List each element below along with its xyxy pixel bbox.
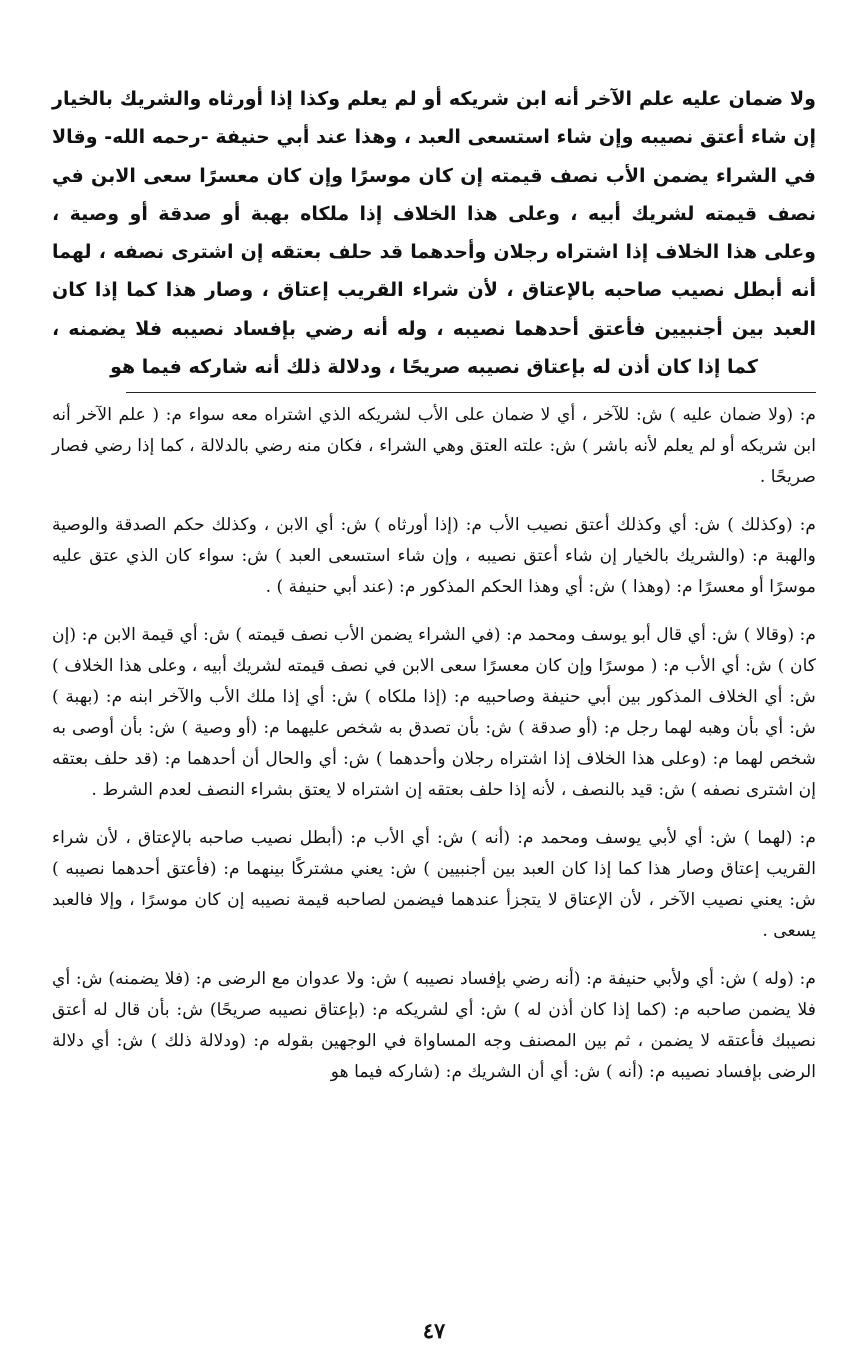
commentary-section — [52, 400, 816, 1105]
main-text-block: ولا ضمان عليه علم الآخر أنه ابن شريكه أو لم يعلم وكذا إذا أورثاه والشريك بالخيار إن شاء أعتق نصيبه وإن شاء استسعى العبد ، وهذا عند أبي حنيفة -رحمه الله- وقالا في الشراء يضمن الأب نصف قيمته إن كان موسرًا وإن كان معسرًا سعى الابن في نصف قيمته لشريك أبيه ، وعلى هذا الخلاف إذا ملكاه بهبة أو صدقة أو وصية ، وعلى هذا الخلاف إذا اشتراه رجلان وأحدهما قد حلف بعتقه إن اشترى نصفه ، لهما أنه أبطل نصيب صاحبه بالإعتاق ، لأن شراء القريب إعتاق ، وصار هذا كما إذا كان العبد بين أجنبيين فأعتق أحدهما نصيبه ، وله أنه رضي بإفساد نصيبه فلا يضمنه ، كما إذا كان أذن له بإعتاق نصيبه صريحًا ، ودلالة ذلك أنه شاركه فيما هو — [52, 88, 816, 379]
commentary-paragraph: م: (وله ) ش: أي ولأبي حنيفة م: (أنه رضي بإفساد نصيبه ) ش: ولا عدوان مع الرضى م: (فلا يضمنه) ش: أي فلا يضمن صاحبه م: (كما إذا كان أذن له ) ش: أي لشريكه م: (بإعتاق نصيبه صريحًا) ش: بأن قال له أعتق نصيبك فأعتقه لا يضمن ، ثم بين المصنف وجه المساواة في الوجهين بقوله م: (ودلالة ذلك ) ش: أي دلالة الرضى بإفساد نصيبه م: (أنه ) ش: أي أن الشريك م: (شاركه فيما هو — [52, 969, 816, 1082]
page-number: ٤٧ — [422, 1318, 446, 1343]
commentary-paragraph: م: (ولا ضمان عليه ) ش: للآخر ، أي لا ضمان على الأب لشريكه الذي اشتراه معه سواء م: ( علم الآخر أنه ابن شريكه أو لم يعلم لأنه باشر ) ش: علته العتق وهي الشراء ، فكان منه رضي بالدلالة ، كما إذا رضي فصار صريحًا . — [52, 405, 816, 487]
footnote-divider — [126, 392, 816, 393]
commentary-paragraph: م: (وكذلك ) ش: أي وكذلك أعتق نصيب الأب م: (إذا أورثاه ) ش: أي الابن ، وكذلك حكم الصدقة والوصية والهبة م: (والشريك بالخيار إن شاء أعتق نصيبه ، وإن شاء استسعى العبد ) ش: سواء كان الذي عتق عليه موسرًا أو معسرًا م: (وهذا ) ش: أي وهذا الحكم المذكور م: (عند أبي حنيفة ) . — [52, 515, 816, 597]
commentary-paragraph: م: (لهما ) ش: أي لأبي يوسف ومحمد م: (أنه ) ش: أي الأب م: (أبطل نصيب صاحبه بالإعتاق ، لأن شراء القريب إعتاق وصار هذا كما إذا كان العبد بين أجنبيين ) ش: يعني مشتركًا بينهما م: (فأعتق أحدهما نصيبه ) ش: يعني نصيب الآخر ، لأن الإعتاق لا يتجزأ عندهما فيضمن لصاحبه قيمة نصيبه إن كان موسرًا ، وإلا فالعبد يسعى . — [52, 828, 816, 941]
commentary-paragraph: م: (وقالا ) ش: أي قال أبو يوسف ومحمد م: (في الشراء يضمن الأب نصف قيمته ) ش: أي قيمة الابن م: (إن كان ) ش: أي الأب م: ( موسرًا وإن كان معسرًا سعى الابن في نصف قيمته لشريك أبيه ، وعلى هذا الخلاف ) ش: أي الخلاف المذكور بين أبي حنيفة وصاحبيه م: (إذا ملكاه ) ش: أي إذا ملك الأب والآخر ابنه م: (بهبة ) ش: أي بأن وهبه لهما رجل م: (أو صدقة ) ش: بأن تصدق به شخص عليهما م: (أو وصية ) ش: بأن أوصى به شخص لهما م: (وعلى هذا الخلاف إذا اشتراه رجلان وأحدهما ) ش: أي والحال أن أحدهما م: (قد حلف بعتقه إن اشترى نصفه ) ش: قيد بالنصف ، لأنه إذا حلف بعتقه إن اشتراه لا يعتق بشراء النصف لعدم الشرط . — [52, 625, 816, 800]
